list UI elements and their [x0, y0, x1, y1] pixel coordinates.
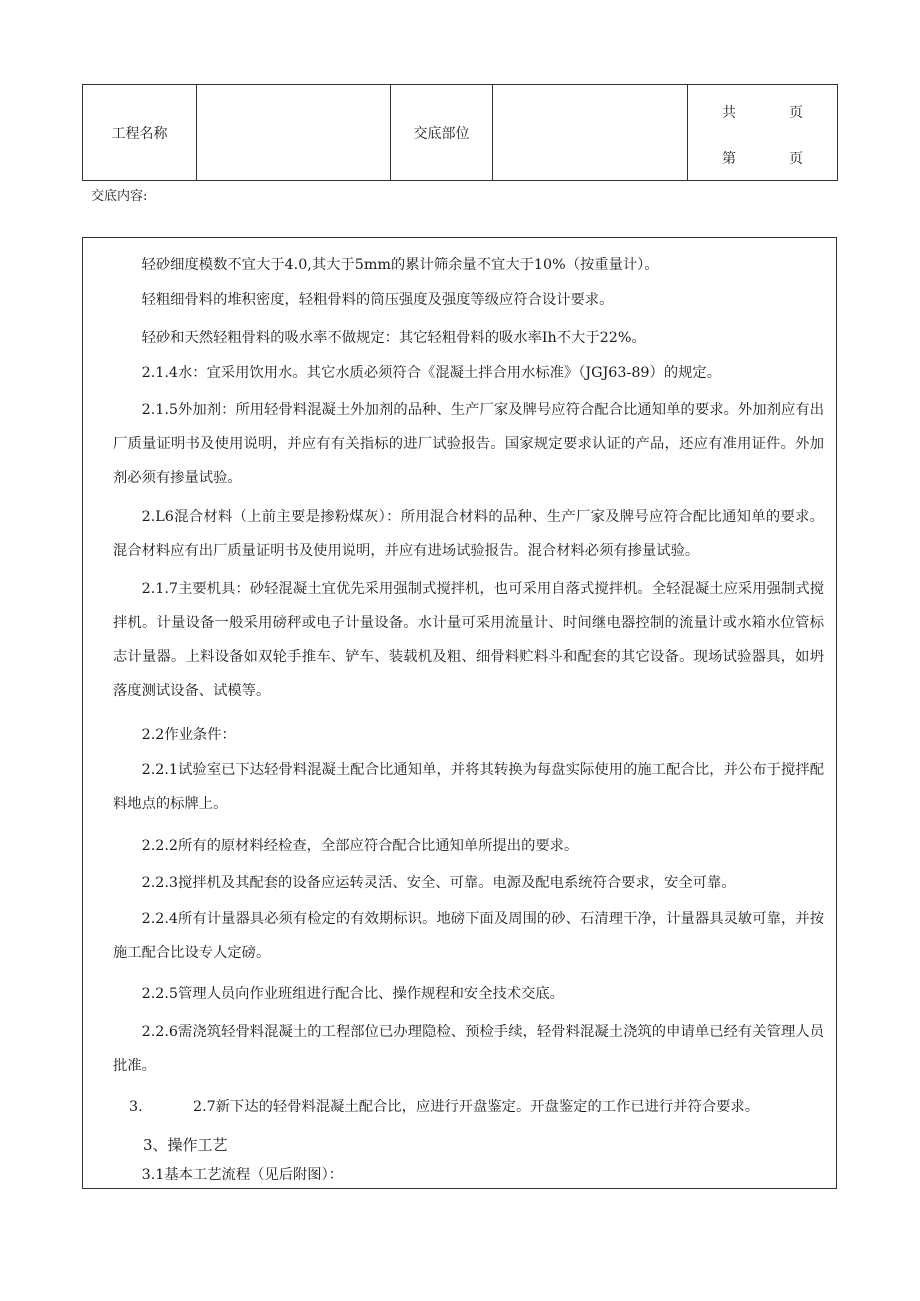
- paragraph: 2.2.1试验室已下达轻骨料混凝土配合比通知单，并将其转换为每盘实际使用的施工配合比，并公布于搅拌配料地点的标牌上。: [113, 762, 824, 812]
- paragraph: 2.1.5外加剂：所用轻骨料混凝土外加剂的品种、生产厂家及牌号应符合配合比通知单的要求。外加剂应有出厂质量证明书及使用说明，并应有有关指标的进厂试验报告。国家规定要求认证的产品，还应有准用证件。外加剂必须有掺量试验。: [113, 402, 824, 486]
- paragraph: 2.1.7主要机具：砂轻混凝土宜优先采用强制式搅拌机，也可采用自落式搅拌机。全轻混凝土应采用强制式搅拌机。计量设备一般采用磅秤或电子计量设备。水计量可采用流量计、时间继电器控制的流量计或水箱水位管标志计量器。上料设备如双轮手推车、铲车、装载机及粗、细骨料贮料斗和配套的其它设备。现场试验器具，如坍落度测试设备、试模等。: [113, 581, 824, 699]
- paragraph: 2.1.4水：宜采用饮用水。其它水质必须符合《混凝土拌合用水标准》（JGJ63-89）的规定。: [141, 365, 722, 381]
- paragraph: 2.2.6需浇筑轻骨料混凝土的工程部位已办理隐检、预检手续，轻骨料混凝土浇筑的申请单已经有关管理人员批准。: [113, 1024, 824, 1074]
- paragraph-text: 2.7新下达的轻骨料混凝土配合比，应进行开盘鉴定。开盘鉴定的工作已进行并符合要求。: [193, 1099, 760, 1115]
- paragraph: 2.2.2所有的原材料经检查，全部应符合配合比通知单所提出的要求。: [141, 838, 579, 854]
- paragraph: 3.1基本工艺流程（见后附图）：: [141, 1167, 344, 1183]
- paragraph: 2.2.3搅拌机及其配套的设备应运转灵活、安全、可靠。电源及配电系统符合要求，安全可靠。: [141, 875, 736, 891]
- paragraph: 轻砂和天然轻粗骨料的吸水率不做规定：其它轻粗骨料的吸水率Ih不大于22%。: [141, 330, 646, 346]
- paragraph: 2.2.4所有计量器具必须有检定的有效期标识。地磅下面及周围的砂、石清理干净，计量器具灵敏可靠，并按施工配合比设专人定磅。: [113, 911, 824, 961]
- content-box: [82, 237, 837, 1189]
- current-label: 第: [722, 151, 736, 167]
- paragraph: 轻粗细骨料的堆积密度，轻粗骨料的筒压强度及强度等级应符合设计要求。: [141, 292, 614, 308]
- paragraph: 2.2.5管理人员向作业班组进行配合比、操作规程和安全技术交底。: [141, 986, 564, 1002]
- content-label: 交底内容:: [91, 189, 148, 204]
- paragraph: 2.2作业条件：: [141, 727, 236, 743]
- numbered-paragraph: [113, 1090, 824, 1124]
- disclosure-part-value: [493, 85, 688, 181]
- page-unit-total: 页: [789, 105, 803, 121]
- project-name-label: 工程名称: [83, 85, 197, 181]
- list-marker: 3.: [129, 1099, 143, 1115]
- paragraph: 2.L6混合材料（上前主要是掺粉煤灰）：所用混合材料的品种、生产厂家及牌号应符合配比通知单的要求。混合材料应有出厂质量证明书及使用说明，并应有进场试验报告。混合材料必须有掺量试验。: [113, 509, 824, 559]
- paragraph: 轻砂细度模数不宜大于4.0,其大于5mm的累计筛余量不宜大于10%（按重量计）。: [141, 257, 659, 273]
- page-unit-current: 页: [789, 151, 803, 167]
- project-name-value: [197, 85, 391, 181]
- page-count-cell: [688, 85, 838, 181]
- header-table: [82, 84, 838, 181]
- total-label: 共: [722, 105, 736, 121]
- section-heading: 3、操作工艺: [143, 1136, 228, 1154]
- disclosure-part-label: 交底部位: [391, 85, 493, 181]
